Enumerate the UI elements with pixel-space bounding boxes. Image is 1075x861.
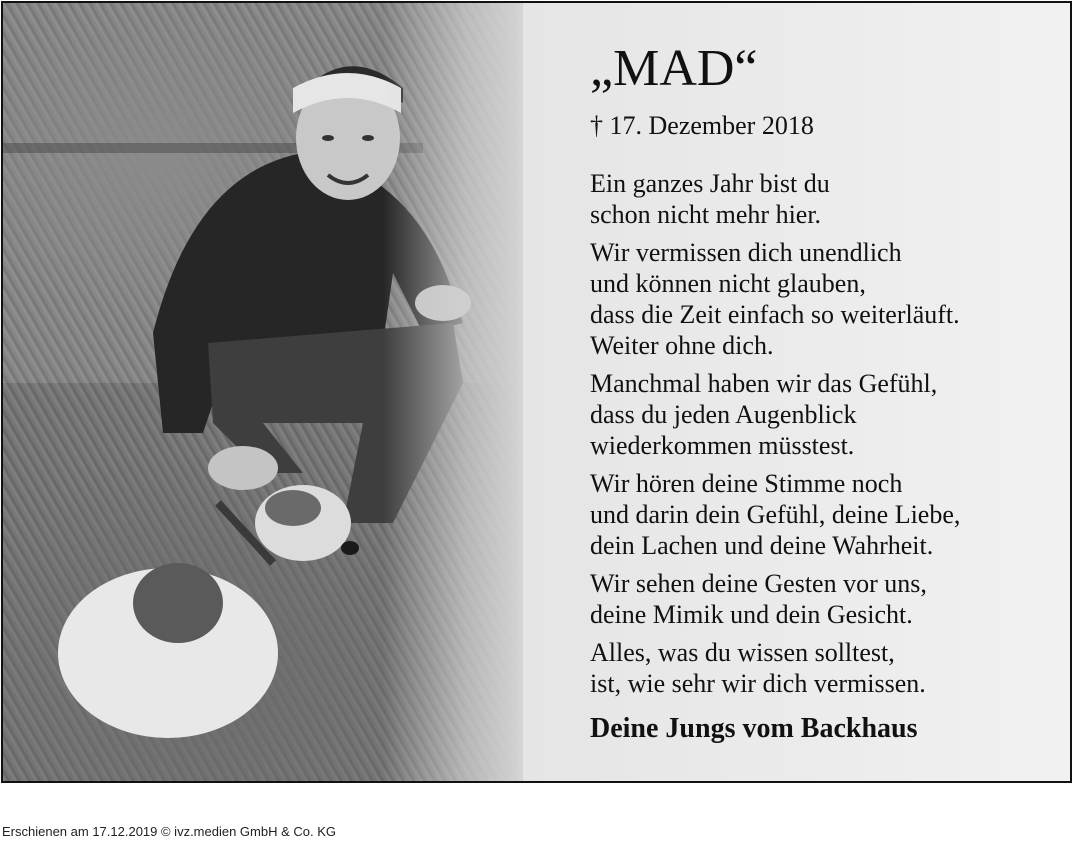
poem-line: wiederkommen müsstest. bbox=[590, 431, 855, 460]
notice-title: „MAD“ bbox=[590, 40, 758, 97]
poem-line: Alles, was du wissen solltest, bbox=[590, 638, 895, 667]
poem-line: Wir hören deine Stimme noch bbox=[590, 469, 903, 498]
stanza bbox=[590, 237, 1060, 361]
poem-line: schon nicht mehr hier. bbox=[590, 200, 822, 229]
poem-line: Wir sehen deine Gesten vor uns, bbox=[590, 569, 927, 598]
poem-line: deine Mimik und dein Gesicht. bbox=[590, 600, 913, 629]
stanza bbox=[590, 568, 1060, 630]
poem-line: Wir vermissen dich unendlich bbox=[590, 238, 902, 267]
notice-text bbox=[590, 33, 1060, 745]
stanza bbox=[590, 468, 1060, 561]
stanza bbox=[590, 368, 1060, 461]
death-date: † 17. Dezember 2018 bbox=[590, 111, 814, 140]
poem-line: und darin dein Gefühl, deine Liebe, bbox=[590, 500, 961, 529]
poem-line: Manchmal haben wir das Gefühl, bbox=[590, 369, 938, 398]
stanza bbox=[590, 637, 1060, 699]
publication-footer: Erschienen am 17.12.2019 © ivz.medien GmbH & Co. KG bbox=[2, 824, 337, 839]
poem-line: und können nicht glauben, bbox=[590, 269, 866, 298]
poem-line: ist, wie sehr wir dich vermissen. bbox=[590, 669, 926, 698]
stanza bbox=[590, 168, 1060, 230]
poem-line: dass du jeden Augenblick bbox=[590, 400, 857, 429]
photo-fade bbox=[383, 3, 523, 783]
poem-line: Ein ganzes Jahr bist du bbox=[590, 169, 830, 198]
poem-line: dass die Zeit einfach so weiterläuft. bbox=[590, 300, 960, 329]
signature: Deine Jungs vom Backhaus bbox=[590, 713, 918, 744]
poem bbox=[590, 168, 1060, 699]
poem-line: dein Lachen und deine Wahrheit. bbox=[590, 531, 934, 560]
obituary-notice bbox=[1, 1, 1072, 783]
poem-line: Weiter ohne dich. bbox=[590, 331, 774, 360]
memorial-photo bbox=[3, 3, 518, 783]
